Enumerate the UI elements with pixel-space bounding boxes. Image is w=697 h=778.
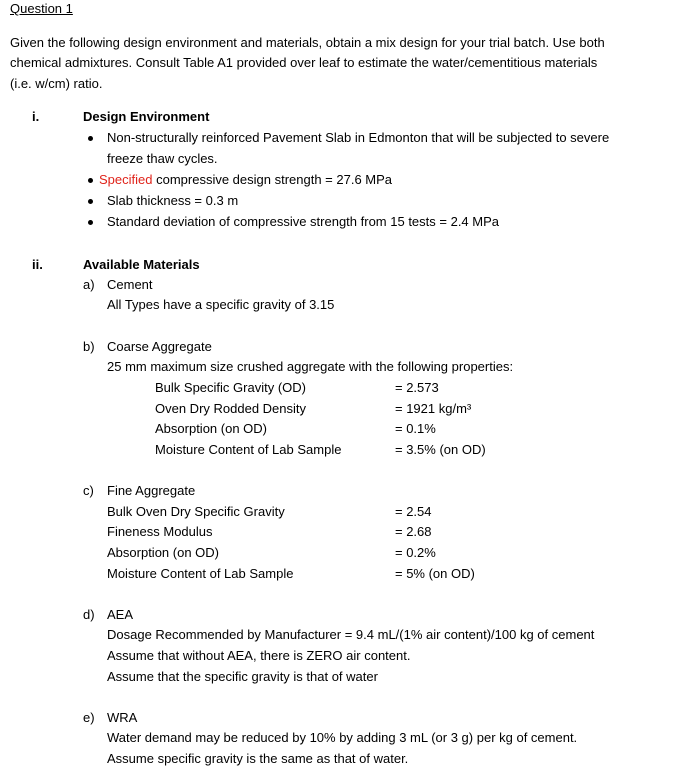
fine-prop-value: = 5% (on OD) xyxy=(395,566,475,581)
coarse-prop-value: = 1921 kg/m³ xyxy=(395,401,472,416)
design-env-bullet-3: Slab thickness = 0.3 m xyxy=(107,193,239,208)
coarse-desc: 25 mm maximum size crushed aggregate with the following properties: xyxy=(107,359,514,374)
wra-name: WRA xyxy=(107,710,138,725)
coarse-prop-value: = 0.1% xyxy=(395,421,436,436)
section-i-numeral: i. xyxy=(32,109,40,124)
bullet-icon xyxy=(88,178,93,183)
bullet-icon xyxy=(88,220,93,225)
coarse-name: Coarse Aggregate xyxy=(107,339,212,354)
coarse-prop-name: Bulk Specific Gravity (OD) xyxy=(155,380,306,395)
design-env-bullet-1-line-1: Non-structurally reinforced Pavement Slab in Edmonton that will be subjected to severe xyxy=(107,130,610,145)
fine-prop-name: Fineness Modulus xyxy=(107,524,213,539)
design-env-bullet-4: Standard deviation of compressive strength from 15 tests = 2.4 MPa xyxy=(107,214,500,229)
cement-name: Cement xyxy=(107,277,153,292)
fine-prop-name: Absorption (on OD) xyxy=(107,545,219,560)
specified-highlight: Specified xyxy=(99,172,153,187)
fine-name: Fine Aggregate xyxy=(107,483,196,498)
aea-line: Dosage Recommended by Manufacturer = 9.4 mL/(1% air content)/100 kg of cement xyxy=(107,627,595,642)
aea-line: Assume that the specific gravity is that of water xyxy=(107,669,378,684)
aea-name: AEA xyxy=(107,607,134,622)
coarse-prop-name: Absorption (on OD) xyxy=(155,421,267,436)
section-ii-numeral: ii. xyxy=(32,257,43,272)
coarse-prop-value: = 2.573 xyxy=(395,380,439,395)
wra-label: e) xyxy=(83,710,95,725)
coarse-label: b) xyxy=(83,339,95,354)
coarse-prop-name: Oven Dry Rodded Density xyxy=(155,401,307,416)
fine-prop-value: = 2.68 xyxy=(395,524,432,539)
intro-line-2: chemical admixtures. Consult Table A1 provided over leaf to estimate the water/cementitious materials xyxy=(10,55,598,70)
wra-line: Assume specific gravity is the same as that of water. xyxy=(107,751,409,766)
cement-label: a) xyxy=(83,277,95,292)
design-strength-text: compressive design strength = 27.6 MPa xyxy=(152,172,393,187)
section-ii-title: Available Materials xyxy=(83,257,200,272)
question-heading: Question 1 xyxy=(10,1,73,16)
aea-label: d) xyxy=(83,607,95,622)
fine-prop-value: = 2.54 xyxy=(395,504,432,519)
bullet-icon xyxy=(88,136,93,141)
coarse-prop-name: Moisture Content of Lab Sample xyxy=(155,442,342,457)
design-env-bullet-2 xyxy=(99,172,392,188)
coarse-prop-value: = 3.5% (on OD) xyxy=(395,442,486,457)
intro-line-3: (i.e. w/cm) ratio. xyxy=(10,76,103,91)
fine-prop-name: Bulk Oven Dry Specific Gravity xyxy=(107,504,285,519)
intro-line-1: Given the following design environment and materials, obtain a mix design for your trial batch. Use both xyxy=(10,35,605,50)
design-env-bullet-1-line-2: freeze thaw cycles. xyxy=(107,151,218,166)
fine-prop-value: = 0.2% xyxy=(395,545,436,560)
fine-label: c) xyxy=(83,483,94,498)
cropped-header-remnant xyxy=(330,0,590,2)
cement-desc: All Types have a specific gravity of 3.15 xyxy=(107,297,335,312)
aea-line: Assume that without AEA, there is ZERO air content. xyxy=(107,648,411,663)
section-i-title: Design Environment xyxy=(83,109,210,124)
wra-line: Water demand may be reduced by 10% by adding 3 mL (or 3 g) per kg of cement. xyxy=(107,730,578,745)
bullet-icon xyxy=(88,199,93,204)
fine-prop-name: Moisture Content of Lab Sample xyxy=(107,566,294,581)
